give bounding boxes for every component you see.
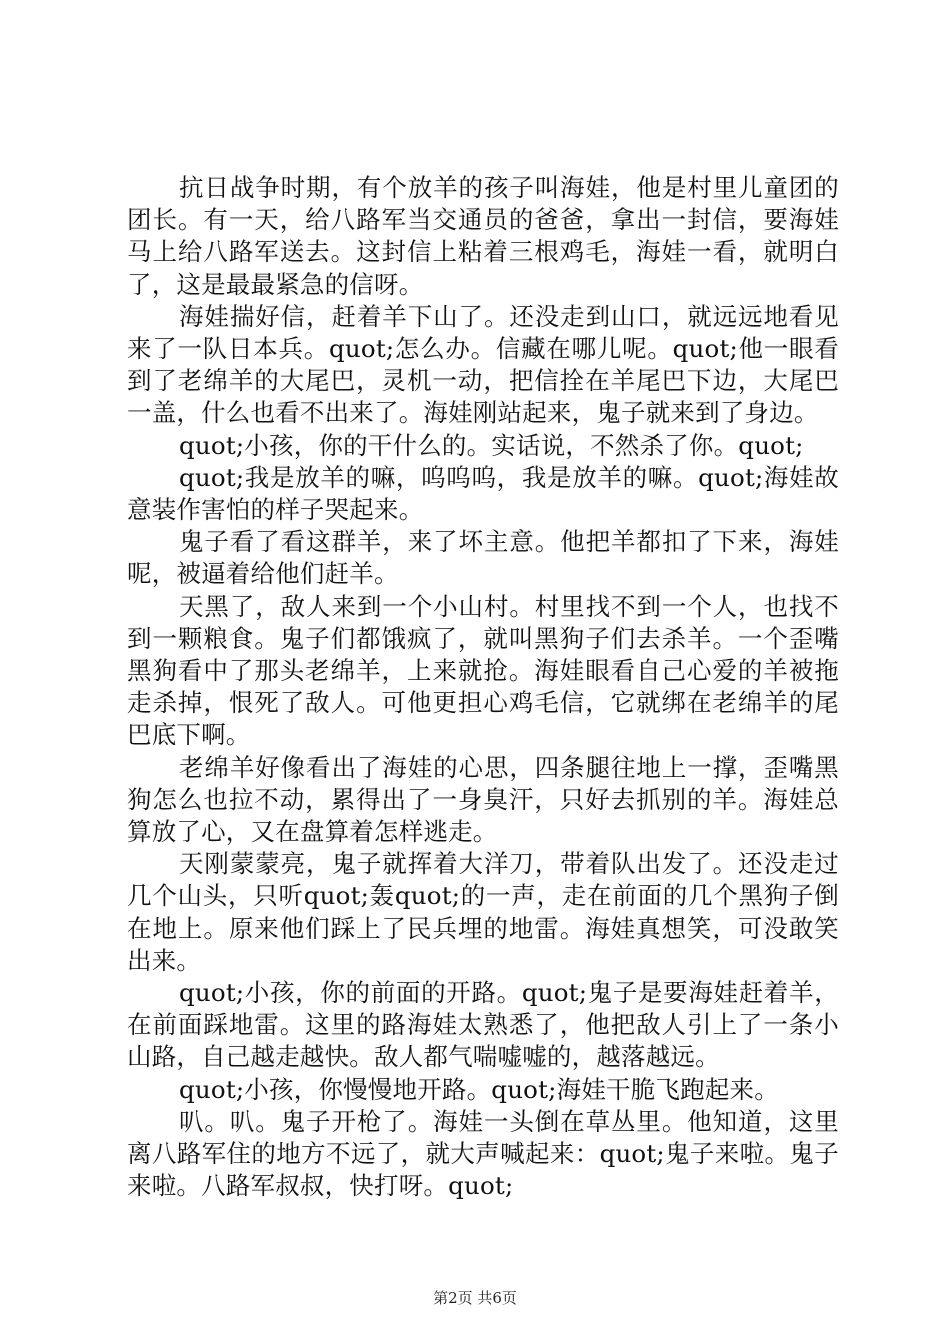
paragraph: quot;小孩，你的干什么的。实话说，不然杀了你。quot;	[179, 430, 804, 460]
paragraph: quot;小孩，你的前面的开路。quot;鬼子是要海娃赶着羊，在前面踩地雷。这里的路海娃太熟悉了，他把敌人引上了一条小山路，自己越走越快。敌人都气喘嘘嘘的，越落越远。	[127, 978, 839, 1072]
paragraph: quot;我是放羊的嘛，呜呜呜，我是放羊的嘛。quot;海娃故意装作害怕的样子哭起来。	[127, 462, 839, 525]
paragraph: 抗日战争时期，有个放羊的孩子叫海娃，他是村里儿童团的团长。有一天，给八路军当交通员的爸爸，拿出一封信，要海娃马上给八路军送去。这封信上粘着三根鸡毛，海娃一看，就明白了，这是最最紧急的信呀。	[127, 173, 839, 299]
document-body	[127, 172, 839, 1203]
paragraph: 鬼子看了看这群羊，来了坏主意。他把羊都扣了下来，海娃呢，被逼着给他们赶羊。	[127, 527, 839, 589]
paragraph: quot;小孩，你慢慢地开路。quot;海娃干脆飞跑起来。	[179, 1074, 779, 1104]
paragraph: 海娃揣好信，赶着羊下山了。还没走到山口，就远远地看见来了一队日本兵。quot;怎么办。信藏在哪儿呢。quot;他一眼看到了老绵羊的大尾巴，灵机一动，把信拴在羊尾巴下边，大尾巴一盖，什么也看不出来了。海娃刚站起来，鬼子就来到了身边。	[127, 301, 839, 428]
paragraph: 叭。叭。鬼子开枪了。海娃一头倒在草丛里。他知道，这里离八路军住的地方不远了，就大声喊起来：quot;鬼子来啦。鬼子来啦。八路军叔叔，快打呀。quot;	[127, 1106, 839, 1201]
paragraph: 天黑了，敌人来到一个小山村。村里找不到一个人，也找不到一颗粮食。鬼子们都饿疯了，就叫黑狗子们去杀羊。一个歪嘴黑狗看中了那头老绵羊，上来就抢。海娃眼看自己心爱的羊被拖走杀掉，恨死了敌人。可他更担心鸡毛信，它就绑在老绵羊的尾巴底下啊。	[127, 591, 839, 750]
paragraph: 天刚蒙蒙亮，鬼子就挥着大洋刀，带着队出发了。还没走过几个山头，只听quot;轰quot;的一声，走在前面的几个黑狗子倒在地上。原来他们踩上了民兵埋的地雷。海娃真想笑，可没敢笑出来。	[127, 849, 839, 975]
page-number-footer: 第2页 共6页	[433, 1289, 517, 1307]
paragraph: 老绵羊好像看出了海娃的心思，四条腿往地上一撑，歪嘴黑狗怎么也拉不动，累得出了一身臭汗，只好去抓别的羊。海娃总算放了心，又在盘算着怎样逃走。	[127, 752, 839, 847]
